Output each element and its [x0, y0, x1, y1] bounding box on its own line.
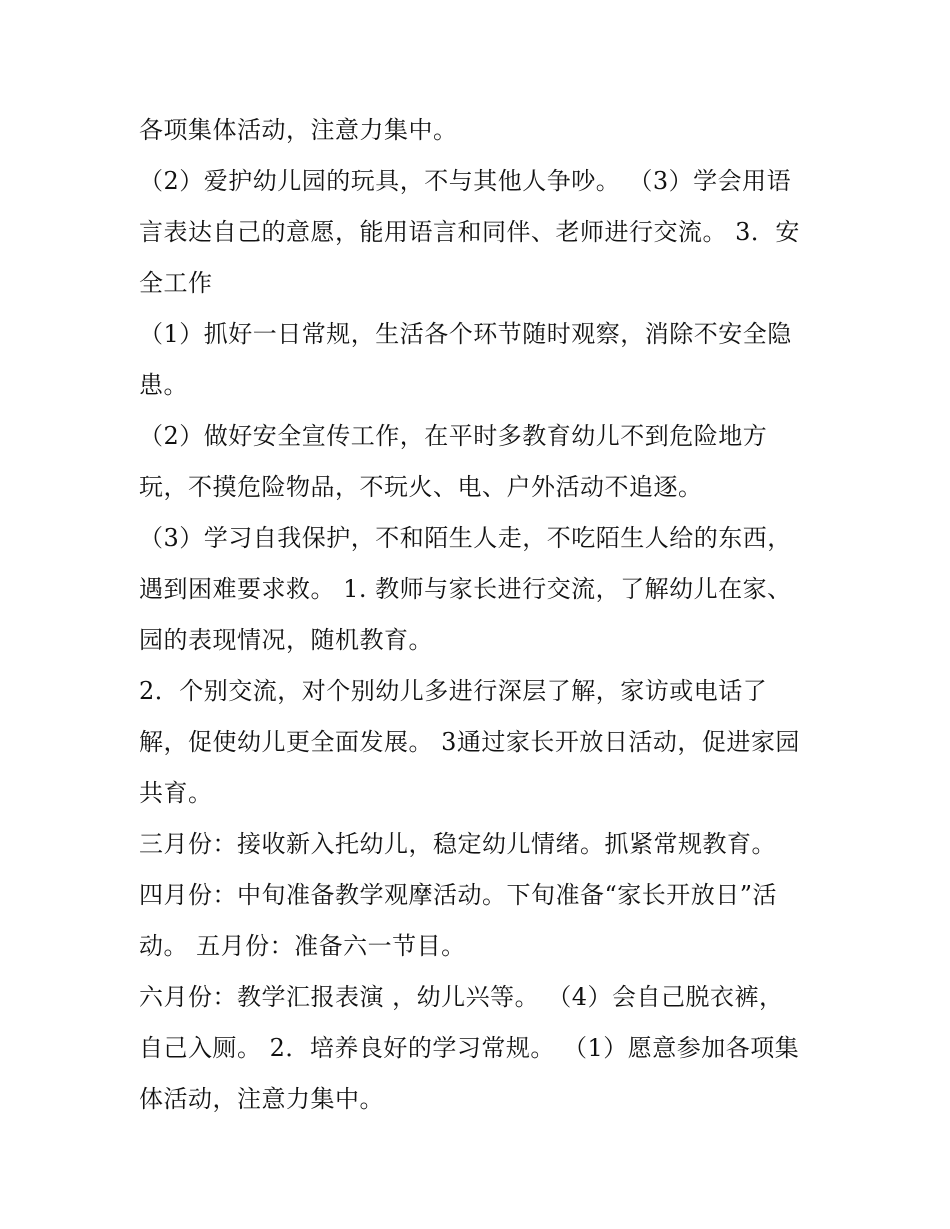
text-line: 园的表现情况，随机教育。 — [139, 626, 433, 654]
text-line: 解，促使幼儿更全面发展。 3通过家长开放日活动，促进家园 — [139, 728, 800, 756]
text-line: 三月份：接收新入托幼儿，稳定幼儿情绪。抓紧常规教育。 — [139, 830, 776, 858]
text-line: 玩，不摸危险物品，不玩火、电、户外活动不追逐。 — [139, 473, 703, 501]
text-line: 患。 — [139, 371, 188, 399]
text-line: 动。 五月份：准备六一节目。 — [139, 932, 466, 960]
text-line: （2）做好安全宣传工作，在平时多教育幼儿不到危险地方 — [139, 422, 768, 450]
text-line: 自己入厕。 2．培养良好的学习常规。 （1）愿意参加各项集 — [139, 1034, 800, 1062]
text-line: 2．个别交流，对个别幼儿多进行深层了解，家访或电话了 — [139, 677, 768, 705]
text-line: 各项集体活动，注意力集中。 — [139, 116, 458, 144]
text-line: 全工作 — [139, 269, 213, 297]
text-line: 体活动，注意力集中。 — [139, 1085, 384, 1113]
text-line: （2）爱护幼儿园的玩具，不与其他人争吵。 （3）学会用语 — [139, 167, 792, 195]
text-line: 言表达自己的意愿，能用语言和同伴、老师进行交流。 3．安 — [139, 218, 800, 246]
text-line: 六月份：教学汇报表演 ，幼儿兴等。 （4）会自己脱衣裤， — [139, 983, 784, 1011]
text-line: 遇到困难要求救。 1. 教师与家长进行交流，了解幼儿在家、 — [139, 575, 792, 603]
text-line: （1）抓好一日常规，生活各个环节随时观察，消除不安全隐 — [139, 320, 792, 348]
text-line: 四月份：中旬准备教学观摩活动。下旬准备“家长开放日”活 — [139, 881, 778, 909]
document-body — [139, 105, 829, 1125]
text-line: 共育。 — [139, 779, 213, 807]
text-line: （3）学习自我保护，不和陌生人走，不吃陌生人给的东西， — [139, 524, 792, 552]
